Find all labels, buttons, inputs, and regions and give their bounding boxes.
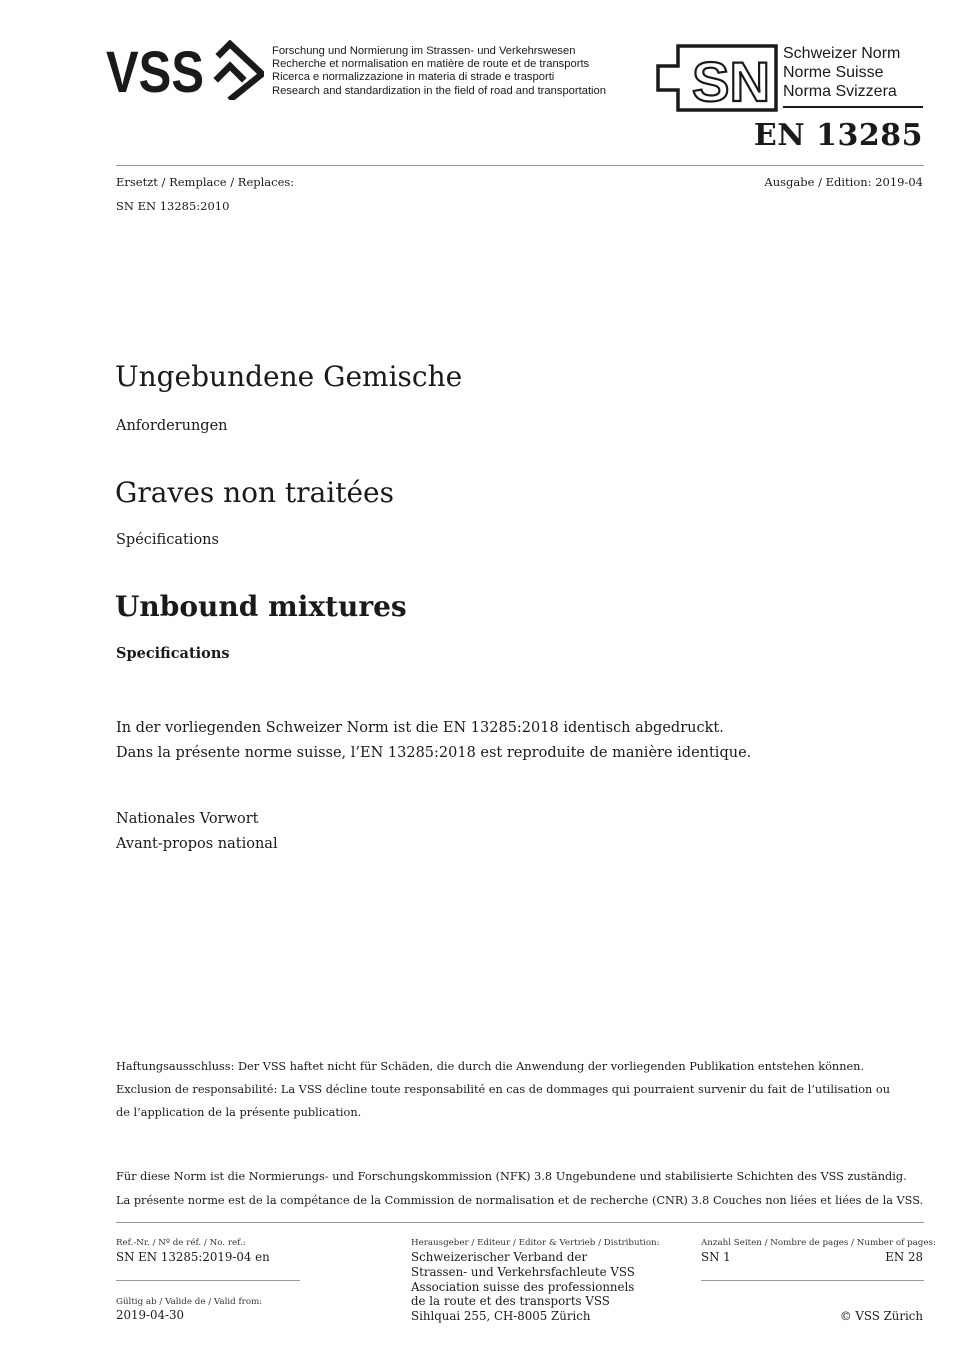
publisher-line: Association suisse des professionnels (411, 1279, 635, 1294)
valid-from-value: 2019-04-30 (116, 1308, 185, 1322)
reference-value: SN EN 13285:2019-04 en (116, 1250, 270, 1264)
disclaimer-line: de l’application de la présente publication. (116, 1106, 362, 1119)
vss-logo-text: VSS (106, 40, 204, 100)
vss-tagline-line: Ricerca e normalizzazione in materia di strade e trasporti (272, 71, 555, 84)
divider (116, 1222, 924, 1223)
copyright: © VSS Zürich (839, 1309, 923, 1323)
sn-name-it: Norma Svizzera (783, 83, 897, 100)
sn-logo-text: SN (692, 50, 770, 112)
page-count-label: Anzahl Seiten / Nombre de pages / Number of pages: (701, 1238, 936, 1248)
title-english: Unbound mixtures (115, 590, 407, 623)
publisher-line: Strassen- und Verkehrsfachleute VSS (411, 1264, 635, 1279)
title-german: Ungebundene Gemische (115, 360, 463, 393)
valid-from-label: Gültig ab / Valide de / Valid from: (116, 1297, 263, 1307)
publisher-address (411, 1250, 635, 1324)
subtitle-german: Anforderungen (116, 418, 228, 434)
committee-french: La présente norme est de la compétance de la Commission de normalisation et de recherche (CNR) 3.8 Couches non liées et liées de la VSS. (116, 1194, 924, 1207)
divider (116, 1280, 300, 1281)
replaces-value: SN EN 13285:2010 (116, 199, 230, 213)
committee-german: Für diese Norm ist die Normierungs- und Forschungskommission (NFK) 3.8 Ungebundene und stabilisierte Schichten des VSS zuständig. (116, 1170, 907, 1183)
sn-name-de: Schweizer Norm (783, 45, 901, 62)
publisher-line: Schweizerischer Verband der (411, 1250, 588, 1264)
page-count-en: EN 28 (885, 1250, 923, 1264)
sn-name-fr: Norme Suisse (783, 64, 884, 81)
vss-tagline-line: Research and standardization in the field of road and transportation (272, 84, 606, 97)
foreword-german: Nationales Vorwort (116, 811, 259, 827)
divider (701, 1280, 924, 1281)
disclaimer-line: Haftungsausschluss: Der VSS haftet nicht für Schäden, die durch die Anwendung der vorliegenden Publikation entstehen können. (116, 1060, 865, 1073)
publisher-line: de la route et des transports VSS (411, 1294, 610, 1309)
page-count-sn: SN 1 (701, 1250, 731, 1264)
vss-logo (106, 40, 264, 100)
sn-underline (783, 106, 923, 108)
subtitle-english: Specifications (116, 645, 230, 662)
title-french: Graves non traitées (115, 476, 394, 509)
reference-label: Ref.-Nr. / Nº de réf. / No. ref.: (116, 1238, 246, 1248)
disclaimer-line: Exclusion de responsabilité: La VSS décline toute responsabilité en cas de dommages qui pourraient survenir du fait de l’utilisation ou (116, 1083, 891, 1096)
subtitle-french: Spécifications (116, 532, 219, 548)
sn-swiss-cross-logo (656, 44, 778, 112)
replaces-label: Ersetzt / Remplace / Replaces: (116, 175, 295, 189)
edition-date: Ausgabe / Edition: 2019-04 (764, 175, 923, 189)
standard-number: EN 13285 (753, 118, 923, 153)
intro-french: Dans la présente norme suisse, l’EN 13285:2018 est reproduite de manière identique. (116, 745, 752, 761)
publisher-line: Sihlquai 255, CH-8005 Zürich (411, 1309, 591, 1324)
vss-tagline (272, 45, 606, 98)
sn-names (783, 44, 900, 101)
publisher-label: Herausgeber / Editeur / Editor & Vertrieb / Distribution: (411, 1238, 660, 1248)
intro-german: In der vorliegenden Schweizer Norm ist die EN 13285:2018 identisch abgedruckt. (116, 720, 724, 736)
foreword-french: Avant-propos national (116, 836, 278, 852)
vss-tagline-line: Recherche et normalisation en matière de route et de transports (272, 58, 590, 71)
vss-arrow-icon (218, 44, 262, 98)
vss-tagline-line: Forschung und Normierung im Strassen- und Verkehrswesen (272, 45, 576, 57)
divider (116, 165, 924, 166)
